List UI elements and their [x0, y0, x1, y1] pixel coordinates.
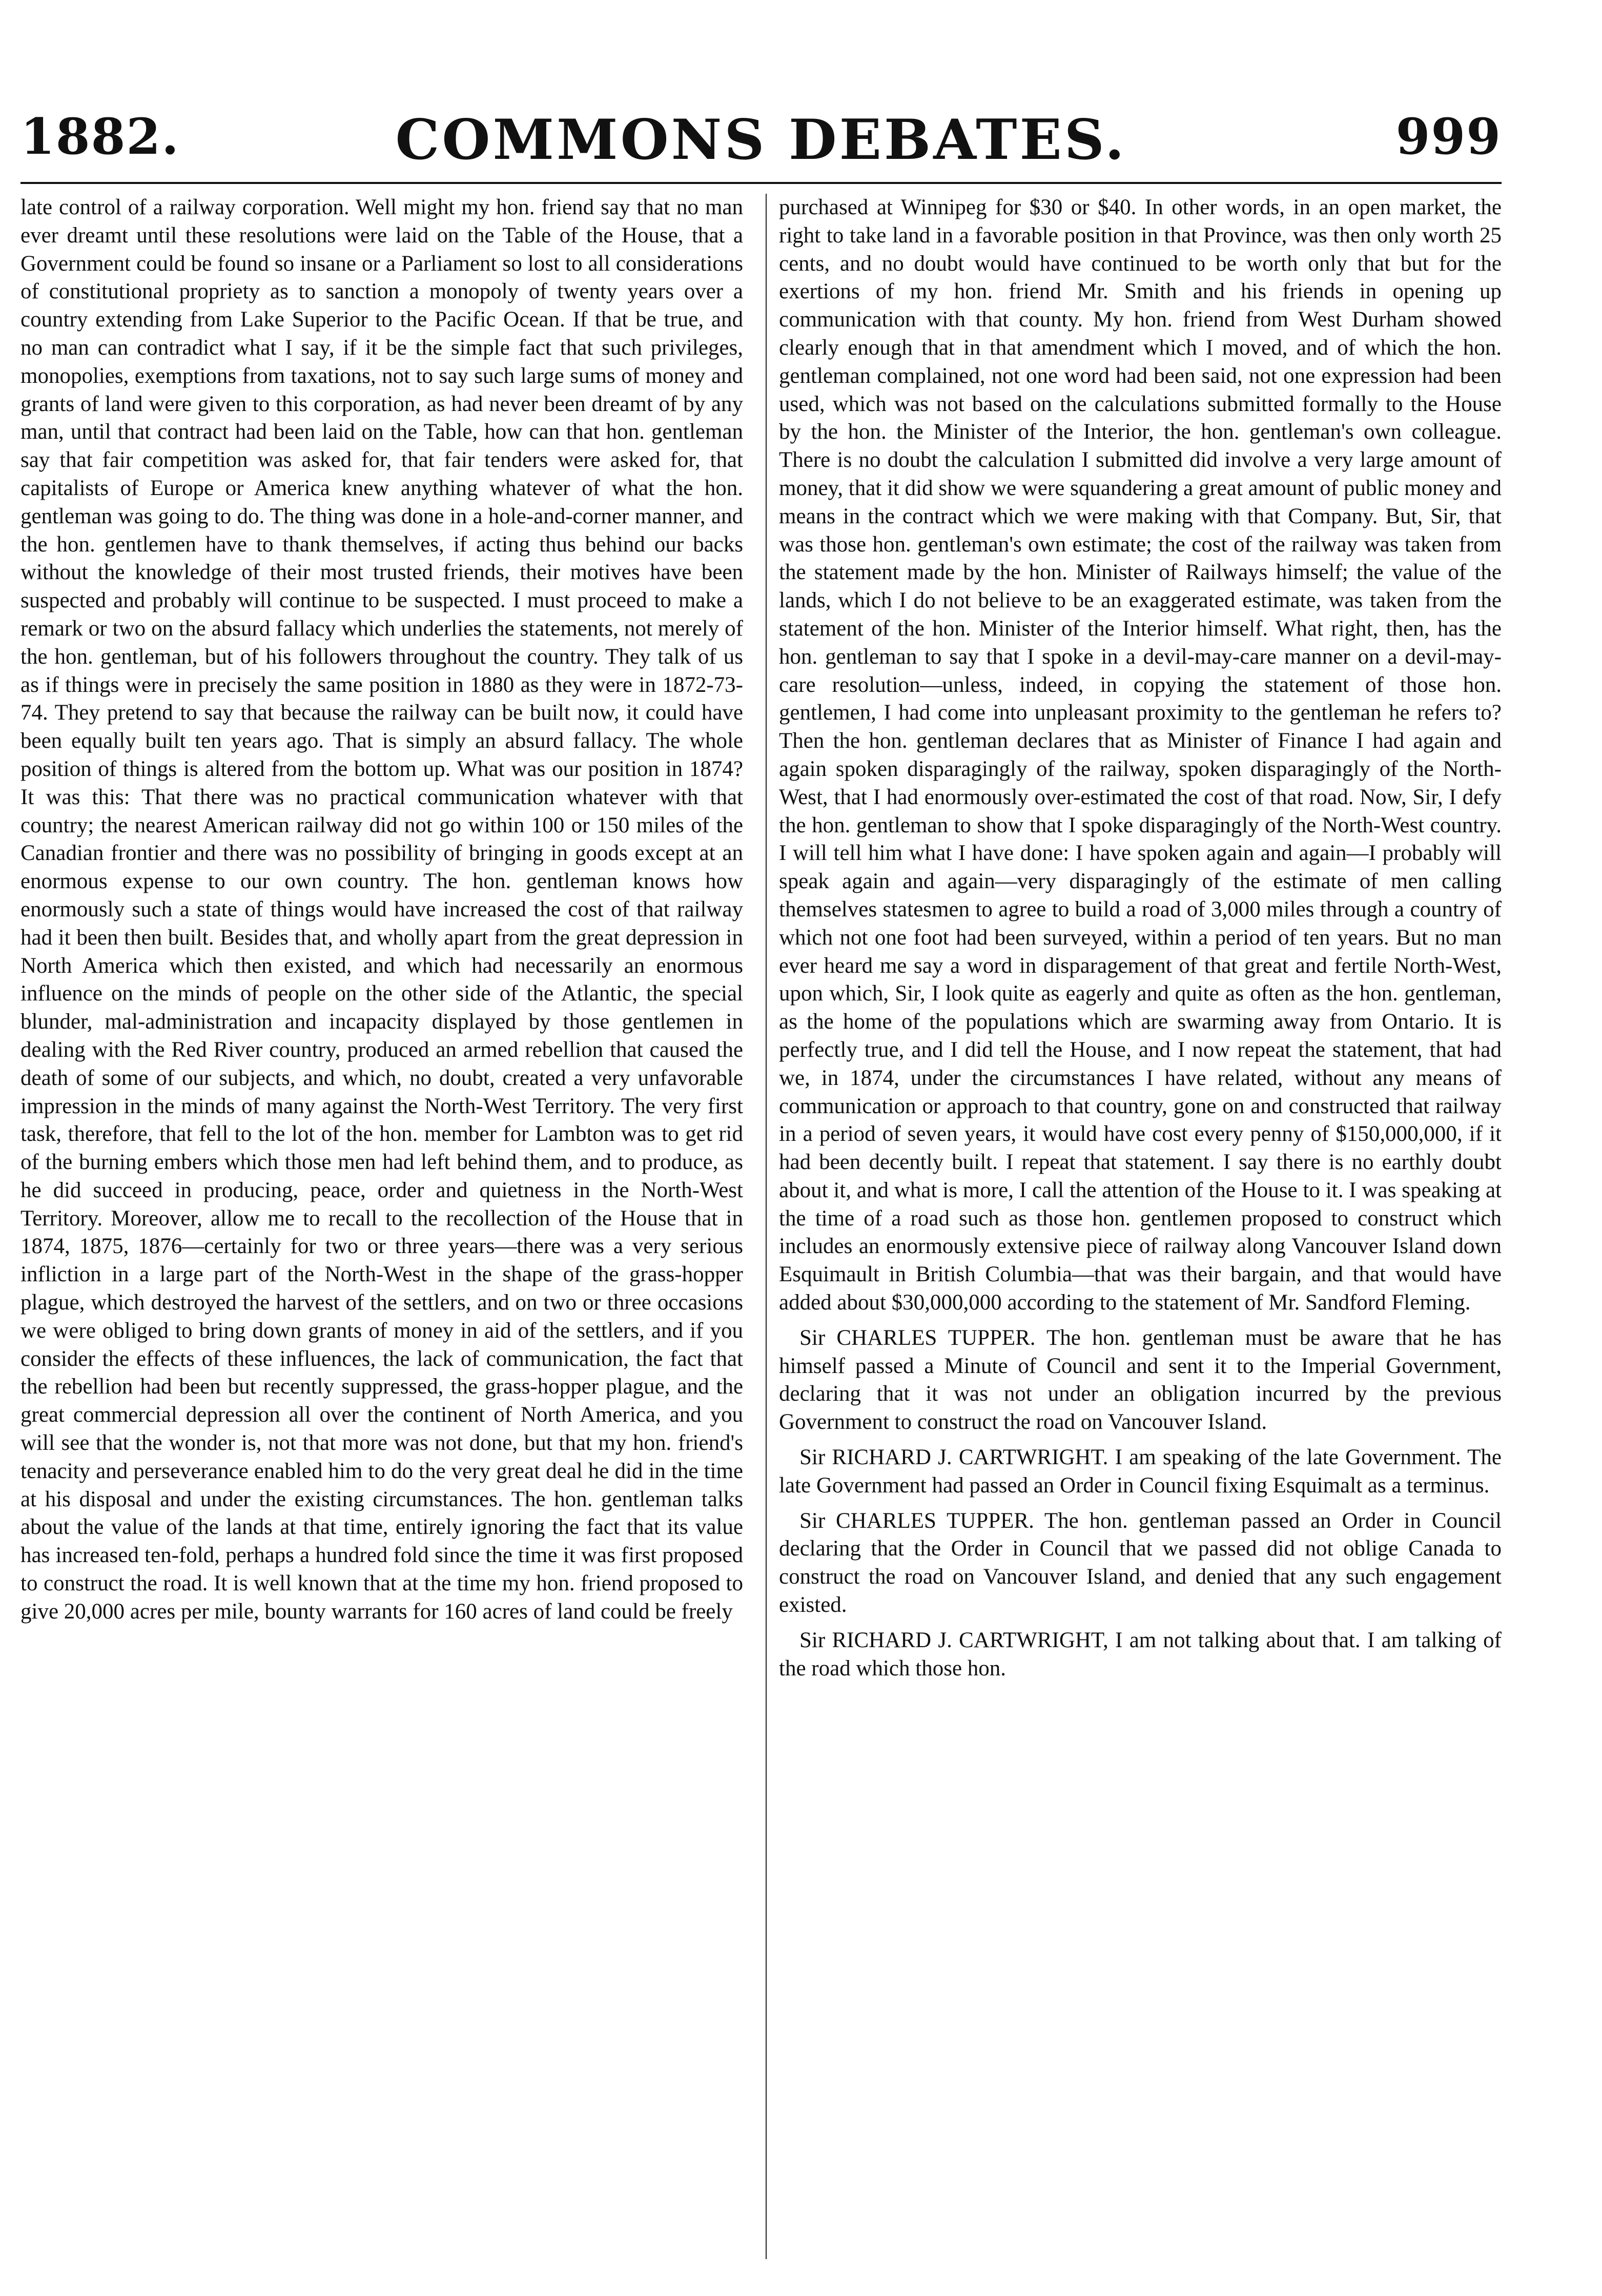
page-year: 1882.	[20, 108, 180, 166]
speech-tupper-1: Sir CHARLES TUPPER. The hon. gentleman must be aware that he has himself passed a Minute of Council and sent it to the Imperial Government, declaring that it was not under an obligation incurred by the previous Government to construct the road on Vancouver Island.	[779, 1325, 1502, 1434]
page-number: 999	[1395, 108, 1502, 166]
page-title: COMMONS DEBATES.	[395, 108, 1127, 172]
right-column	[779, 194, 1502, 2264]
page-header	[20, 108, 1502, 184]
speech-cartwright-2: Sir RICHARD J. CARTWRIGHT, I am not talking about that. I am talking of the road which those hon.	[779, 1628, 1502, 1680]
paragraph: late control of a railway corporation. Well might my hon. friend say that no man ever dreamt until these resolutions were laid on the Table of the House, that a Government could be found so insane or a Parliament so lost to all considerations of constitutional propriety as to sanction a monopoly of twenty years over a country extending from Lake Superior to the Pacific Ocean. If that be true, and no man can contradict what I say, if it be the simple fact that such privileges, monopolies, exemptions from taxations, not to say such large sums of money and grants of land were given to this corporation, as had never been dreamt of by any man, until that contract had been laid on the Table, how can that hon. gentleman say that fair competition was asked for, that fair tenders were asked for, that capitalists of Europe or America knew anything whatever of what the hon. gentleman was going to do. The thing was done in a hole-and-corner manner, and the hon. gentlemen have to thank themselves, if acting thus behind our backs without the knowledge of their most trusted friends, their motives have been suspected and probably will continue to be suspected. I must proceed to make a remark or two on the absurd fallacy which underlies the statements, not merely of the hon. gentleman, but of his followers throughout the country. They talk of us as if things were in precisely the same position in 1880 as they were in 1872-73-74. They pretend to say that because the railway can be built now, it could have been equally built ten years ago. That is simply an absurd fallacy. The whole position of things is altered from the bottom up. What was our position in 1874? It was this: That there was no practical communication whatever with that country; the nearest American railway did not go within 100 or 150 miles of the Canadian frontier and there was no possibility of bringing in goods except at an enormous expense to our own country. The hon. gentleman knows how enormously such a state of things would have increased the cost of that railway had it been then built. Besides that, and wholly apart from the great depression in North America which then existed, and which had necessarily an enormous influence on the minds of people on the other side of the Atlantic, the special blunder, mal-administration and incapacity displayed by those gentlemen in dealing with the Red River country, produced an armed rebellion that caused the death of some of our subjects, and which, no doubt, created a very unfavorable impression in the minds of many against the North-West Territory. The very first task, therefore, that fell to the lot of the hon. member for Lambton was to get rid of the burning embers which those men had left behind them, and to produce, as he did succeed in producing, peace, order and quietness in the North-West Territory. Moreover, allow me to recall to the recollection of the House that in 1874, 1875, 1876—certainly for two or three years—there was a very serious infliction in a large part of the North-West in the shape of the grass-hopper plague, which destroyed the harvest of the settlers, and on two or three occasions we were obliged to bring down grants of money in aid of the settlers, and if you consider the effects of these influences, the lack of communication, the fact that the rebellion had been but recently suppressed, the grass-hopper plague, and the great commercial depression all over the continent of North America, and you will see that the wonder is, not that more was not done, but that my hon. friend's tenacity and perseverance enabled him to do the very great deal he did in the time at his disposal and under the existing circumstances. The hon. gentleman talks about the value of the lands at that time, entirely ignoring the fact that its value has increased ten-fold, perhaps a hundred fold since the time it was first proposed to construct the road. It is well known that at the time my hon. friend proposed to give 20,000 acres per mile, bounty warrants for 160 acres of land could be freely	[20, 195, 743, 1624]
header-rule	[20, 182, 1502, 184]
speech-cartwright-1: Sir RICHARD J. CARTWRIGHT. I am speaking of the late Government. The late Government had passed an Order in Council fixing Esquimalt as a terminus.	[779, 1445, 1502, 1498]
paragraph: purchased at Winnipeg for $30 or $40. In other words, in an open market, the right to take land in a favorable position in that Province, was then only worth 25 cents, and no doubt would have continued to be worth only that but for the exertions of my hon. friend Mr. Smith and his friends in opening up communication with that county. My hon. friend from West Durham showed clearly enough that in that amendment which I moved, and of which the hon. gentleman complained, not one word had been said, not one expression had been used, which was not based on the calculations submitted formally to the House by the hon. the Minister of the Interior, the hon. gentleman's own colleague. There is no doubt the calculation I submitted did involve a very large amount of money, that it did show we were squandering a great amount of public money and means in the contract which we were making with that Company. But, Sir, that was those hon. gentleman's own estimate; the cost of the railway was taken from the statement made by the hon. Minister of Railways himself; the value of the lands, which I do not believe to be an exaggerated estimate, was taken from the statement of the hon. Minister of the Interior himself. What right, then, has the hon. gentleman to say that I spoke in a devil-may-care manner on a devil-may-care resolution—unless, indeed, in copying the statement of those hon. gentlemen, I had come into unpleasant proximity to the gentleman he refers to? Then the hon. gentleman declares that as Minister of Finance I had again and again spoken disparagingly of the railway, spoken disparagingly of the North-West, that I had enormously over-estimated the cost of that road. Now, Sir, I defy the hon. gentleman to show that I spoke disparagingly of the North-West country. I will tell him what I have done: I have spoken again and again—I probably will speak again and again—very disparagingly of the estimate of men calling themselves statesmen to agree to build a road of 3,000 miles through a country of which not one foot had been surveyed, within a period of ten years. But no man ever heard me say a word in disparagement of that great and fertile North-West, upon which, Sir, I look quite as eagerly and quite as often as the hon. gentleman, as the home of the populations which are swarming away from Ontario. It is perfectly true, and I did tell the House, and I now repeat the statement, that had we, in 1874, under the circumstances I have related, without any means of communication or approach to that country, gone on and constructed that railway in a period of seven years, it would have cost every penny of $150,000,000, if it had been decently built. I repeat that statement. I say there is no earthly doubt about it, and what is more, I call the attention of the House to it. I was speaking at the time of a road such as those hon. gentlemen proposed to construct which includes an enormously extensive piece of railway along Vancouver Island down Esquimault in British Columbia—that was their bargain, and that would have added about $30,000,000 according to the statement of Mr. Sandford Fleming.	[779, 195, 1502, 1315]
speech-tupper-2: Sir CHARLES TUPPER. The hon. gentleman passed an Order in Council declaring that the Order in Council that we passed did not oblige Canada to construct the road on Vancouver Island, and denied that any such engagement existed.	[779, 1508, 1502, 1617]
column-divider	[766, 194, 767, 2259]
left-column	[20, 194, 743, 2264]
